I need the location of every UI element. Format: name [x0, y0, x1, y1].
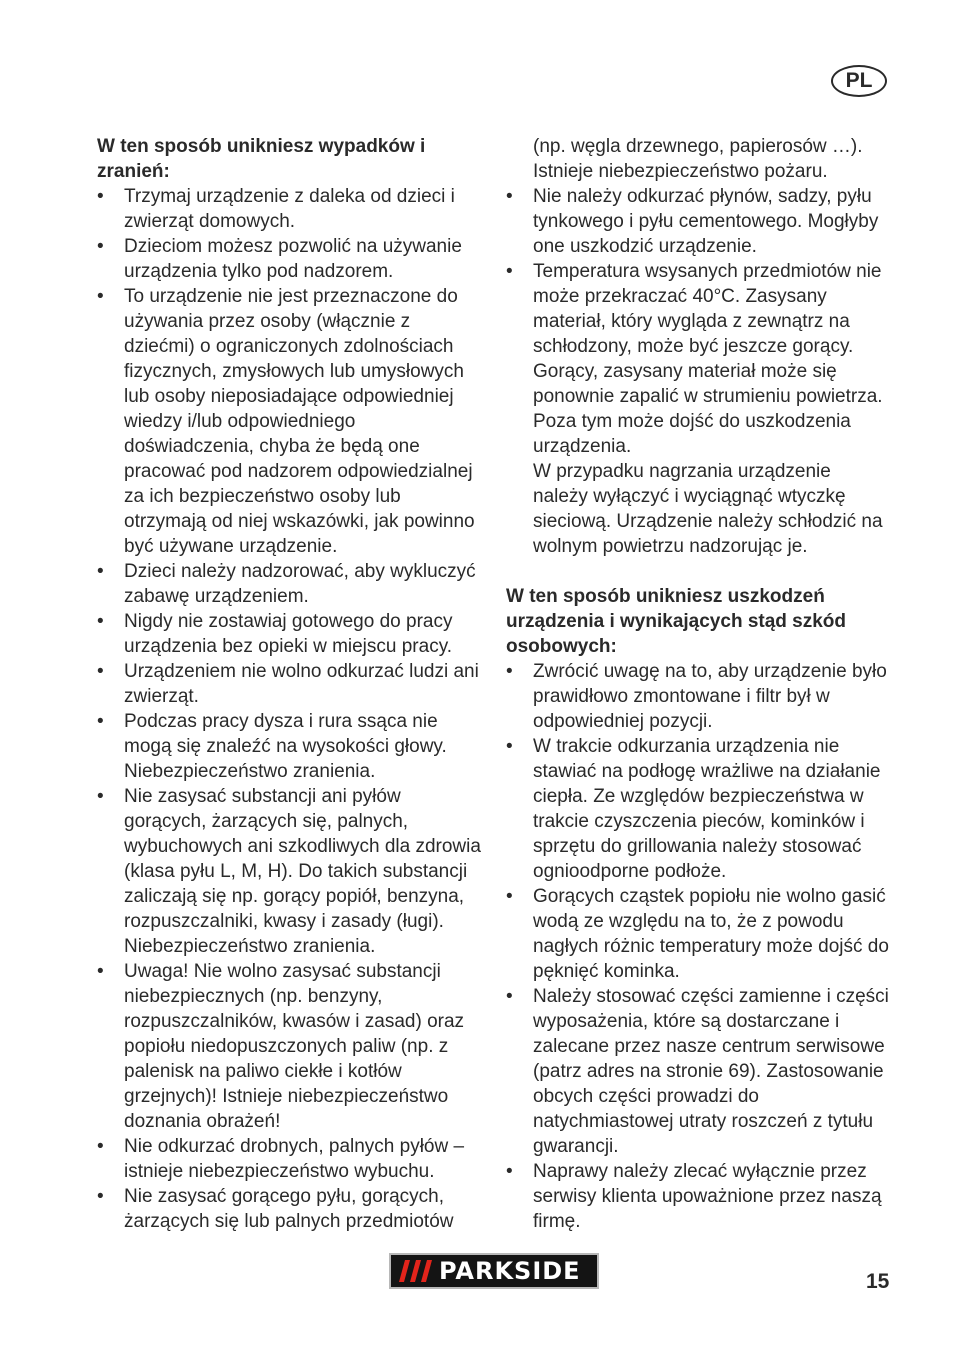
right-list-2-item: [506, 884, 890, 984]
bullet-icon: •: [97, 711, 104, 732]
left-list-item: [97, 1134, 481, 1184]
right-list-2-item: [506, 1159, 890, 1234]
bullet-icon: •: [97, 236, 104, 257]
right-list-2-item-text: Gorących cząstek popiołu nie wolno gasić wodą ze względu na to, że z powodu nagłych różnic temperatury może dojść do pęknięć kominka.: [533, 886, 889, 982]
right-list-1-item: [506, 184, 890, 259]
continuation-text: (np. węgla drzewnego, papierosów …). Istnieje niebezpieczeństwo pożaru.: [533, 136, 863, 182]
bullet-icon: •: [97, 611, 104, 632]
bullet-icon: •: [97, 1136, 104, 1157]
right-column: [506, 134, 890, 1234]
section-heading-accidents: W ten sposób unikniesz wypadków i zranień:: [97, 136, 426, 182]
bullet-icon: •: [506, 186, 513, 207]
right-list-1-item-text: Temperatura wsysanych przedmiotów nie może przekraczać 40°C. Zasysany materiał, który wygląda z zewnątrz na schłodzony, może być jeszcze gorący. Gorący, zasysany materiał może się ponownie zapalić w strumieniu powietrza. Poza tym może dojść do uszkodzenia urządzenia.: [533, 261, 883, 457]
bullet-icon: •: [97, 561, 104, 582]
right-list-1-item: [506, 259, 890, 459]
language-badge: PL: [831, 65, 887, 97]
right-bullet-list-1: [506, 184, 890, 459]
right-list-2-item-text: Naprawy należy zlecać wyłącznie przez serwisy klienta upoważnione przez naszą firmę.: [533, 1161, 882, 1232]
left-list-item-text: Nigdy nie zostawiaj gotowego do pracy urządzenia bez opieki w miejscu pracy.: [124, 611, 453, 657]
left-list-item: [97, 959, 481, 1134]
left-list-item-text: Dzieciom możesz pozwolić na używanie urządzenia tylko pod nadzorem.: [124, 236, 462, 282]
right-list-2-item-text: Zwrócić uwagę na to, aby urządzenie było prawidłowo zmontowane i filtr był w odpowiedniej pozycji.: [533, 661, 887, 732]
logo-stripes-icon: [399, 1260, 433, 1282]
right-list-2-item: [506, 984, 890, 1159]
bullet-icon: •: [506, 886, 513, 907]
overheat-note: W przypadku nagrzania urządzenie należy wyłączyć i wyciągnąć wtyczkę sieciową. Urządzenie należy schłodzić na wolnym powietrzu nadzorując je.: [533, 461, 883, 557]
left-list-item: [97, 784, 481, 959]
left-list-item-text: Trzymaj urządzenie z daleka od dzieci i zwierząt domowych.: [124, 186, 455, 232]
bullet-icon: •: [506, 661, 513, 682]
right-list-2-item-text: W trakcie odkurzania urządzenia nie stawiać na podłogę wrażliwe na działanie ciepła. Ze względów bezpieczeństwa w trakcie czyszczenia pieców, kominków i sprzętu do grillowania należy stosować ognioodporne podłoże.: [533, 736, 881, 882]
left-list-item: [97, 659, 481, 709]
left-list-item: [97, 284, 481, 559]
left-list-item: [97, 1184, 481, 1234]
left-list-item-text: Podczas pracy dysza i rura ssąca nie mogą się znaleźć na wysokości głowy. Niebezpieczeństwo zranienia.: [124, 711, 447, 782]
bullet-icon: •: [97, 1186, 104, 1207]
bullet-icon: •: [97, 186, 104, 207]
parkside-logo: [389, 1253, 599, 1289]
logo-text: PARKSIDE: [439, 1257, 581, 1285]
left-list-item-text: Nie odkurzać drobnych, palnych pyłów – istnieje niebezpieczeństwo wybuchu.: [124, 1136, 465, 1182]
left-list-item-text: Nie zasysać substancji ani pyłów gorących, żarzących się, palnych, wybuchowych ani szkodliwych dla zdrowia (klasa pyłu L, M, H). Do takich substancji zaliczają się np. gorący popiół, benzyna, rozpuszczalniki, kwasy i zasady (ługi). Niebezpieczeństwo zranienia.: [124, 786, 481, 957]
left-list-item-text: To urządzenie nie jest przeznaczone do używania przez osoby (włącznie z dziećmi) o ograniczonych zdolnościach fizycznych, zmysłowych lub umysłowych lub osoby nieposiadające odpowiedniej wiedzy i/lub odpowiedniego doświadczenia, chyba że będą one pracować pod nadzorem odpowiedzialnej za ich bezpieczeństwo osoby lub otrzymają od niej wskazówki, jak powinno być używane urządzenie.: [124, 286, 475, 557]
right-bullet-list-2: [506, 659, 890, 1234]
section-heading-damage: W ten sposób unikniesz uszkodzeń urządzenia i wynikających stąd szkód osobowych:: [506, 586, 847, 657]
page-number: 15: [866, 1270, 890, 1293]
bullet-icon: •: [97, 786, 104, 807]
left-column: [97, 134, 481, 1234]
right-list-2-item: [506, 734, 890, 884]
left-list-item: [97, 609, 481, 659]
bullet-icon: •: [97, 286, 104, 307]
bullet-icon: •: [506, 261, 513, 282]
left-list-item-text: Urządzeniem nie wolno odkurzać ludzi ani zwierząt.: [124, 661, 479, 707]
bullet-icon: •: [506, 736, 513, 757]
left-list-item: [97, 234, 481, 284]
left-list-item-text: Nie zasysać gorącego pyłu, gorących, żarzących się lub palnych przedmiotów: [124, 1186, 454, 1232]
left-list-item: [97, 559, 481, 609]
right-list-1-item-text: Nie należy odkurzać płynów, sadzy, pyłu tynkowego i pyłu cementowego. Mogłyby one uszkodzić urządzenie.: [533, 186, 879, 257]
bullet-icon: •: [506, 1161, 513, 1182]
left-list-item-text: Uwaga! Nie wolno zasysać substancji niebezpiecznych (np. benzyny, rozpuszczalników, kwasów i zasad) oraz popiołu niedopuszczonych paliw (np. z palenisk na paliwo ciekłe i kotłów grzejnych)! Istnieje niebezpieczeństwo doznania obrażeń!: [124, 961, 465, 1132]
left-list-item-text: Dzieci należy nadzorować, aby wykluczyć zabawę urządzeniem.: [124, 561, 476, 607]
left-bullet-list: [97, 184, 481, 1234]
right-list-2-item-text: Należy stosować części zamienne i części wyposażenia, które są dostarczane i zalecane przez nasze centrum serwisowe (patrz adres na stronie 69). Zastosowanie obcych części prowadzi do natychmiastowej utraty roszczeń z tytułu gwarancji.: [533, 986, 889, 1157]
right-list-2-item: [506, 659, 890, 734]
bullet-icon: •: [97, 661, 104, 682]
bullet-icon: •: [97, 961, 104, 982]
left-list-item: [97, 709, 481, 784]
left-list-item: [97, 184, 481, 234]
bullet-icon: •: [506, 986, 513, 1007]
